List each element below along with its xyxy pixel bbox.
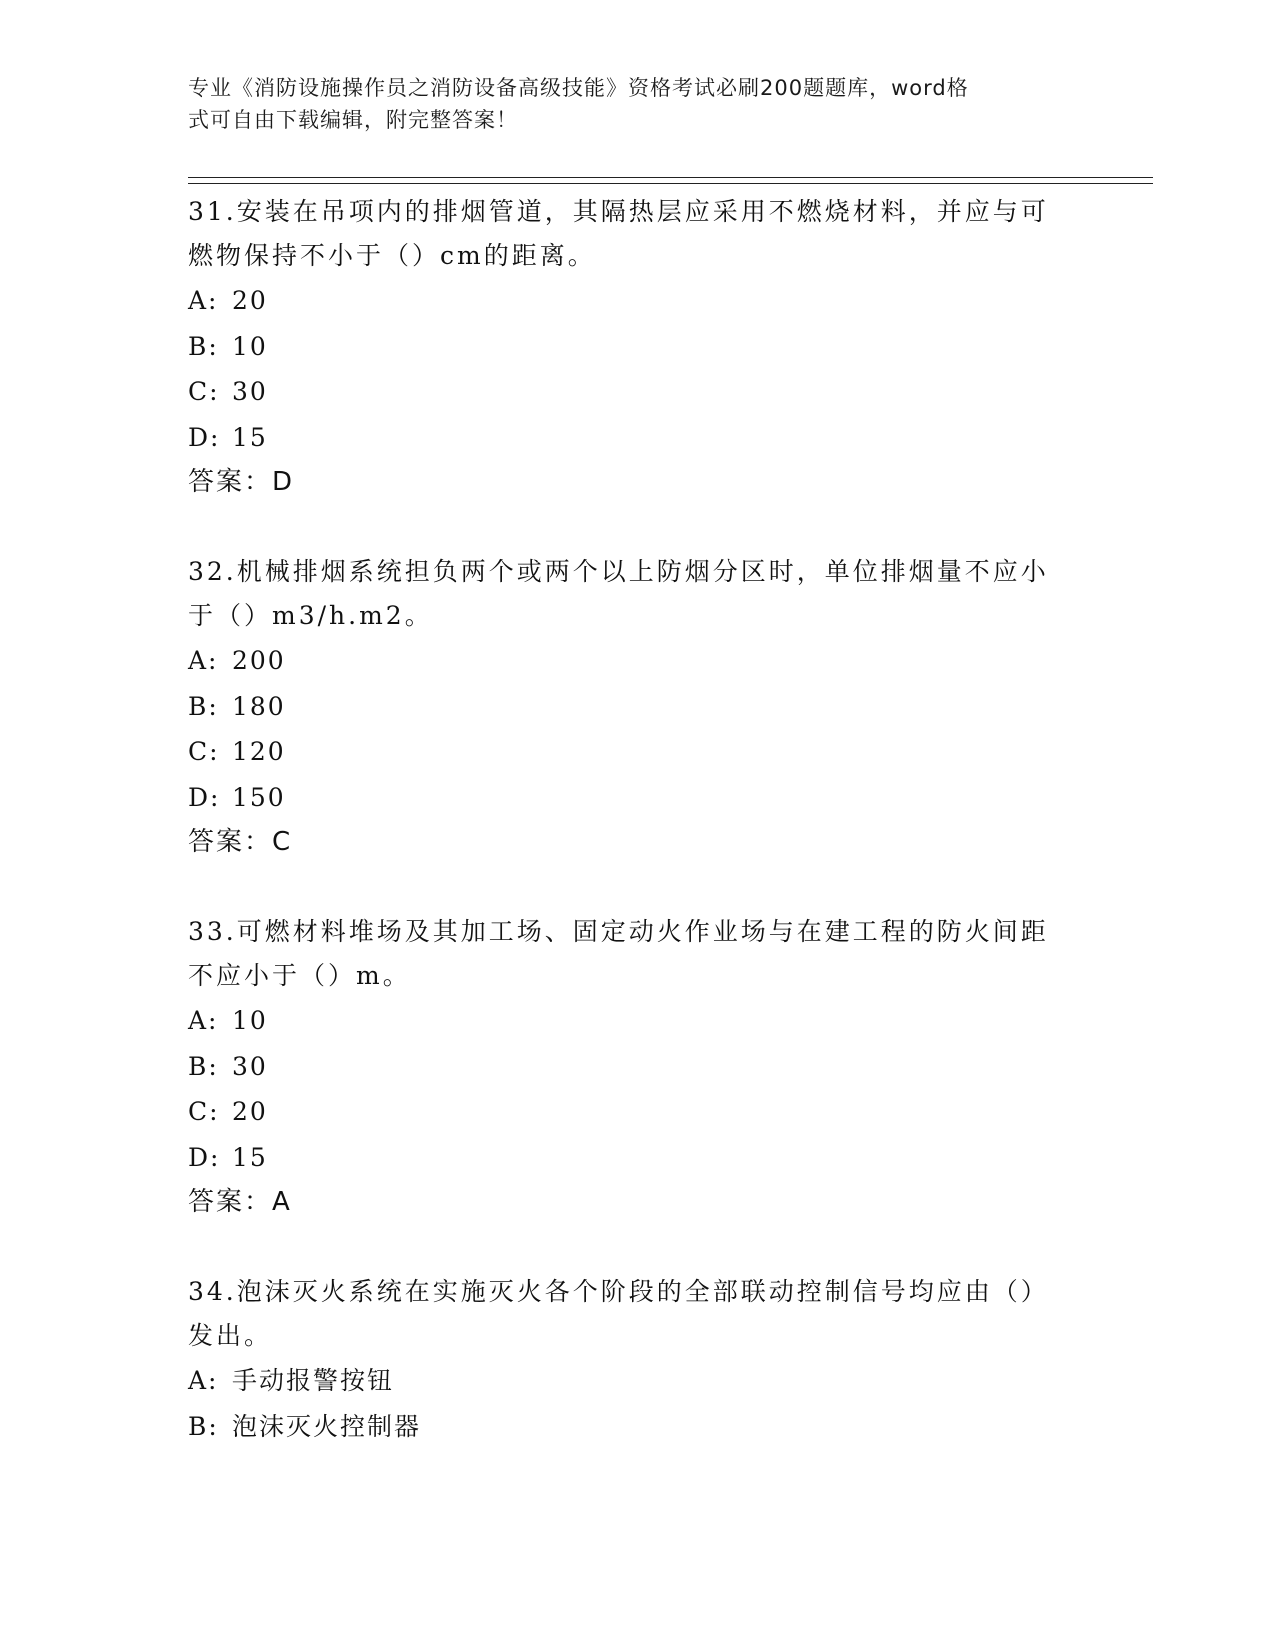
option-a: A: 手动报警按钮	[188, 1366, 395, 1395]
question-32	[188, 550, 1088, 864]
question-stem-line-1: 34.泡沫灭火系统在实施灭火各个阶段的全部联动控制信号均应由（）	[188, 1277, 1049, 1306]
option-list	[188, 1358, 1088, 1449]
option-list	[188, 278, 1088, 460]
option-list	[188, 998, 1088, 1180]
option-b: B: 30	[188, 1051, 268, 1081]
option-c: C: 30	[188, 377, 268, 406]
question-stem-line-1: 32.机械排烟系统担负两个或两个以上防烟分区时，单位排烟量不应小	[188, 557, 1049, 586]
question-stem-line-2: 燃物保持不小于（）cm的距离。	[188, 241, 596, 270]
option-a: A: 10	[188, 1006, 268, 1035]
question-stem	[188, 1270, 1068, 1358]
header-line-1: 专业《消防设施操作员之消防设备高级技能》资格考试必刷200题题库，word格	[188, 76, 969, 100]
option-b: B: 180	[188, 691, 286, 721]
question-34	[188, 1270, 1088, 1449]
question-stem-line-2: 于（）m3/h.m2。	[188, 601, 433, 630]
question-stem	[188, 550, 1068, 638]
option-b: B: 泡沫灭火控制器	[188, 1411, 422, 1441]
answer-text: 答案：D	[188, 467, 295, 497]
header-divider-bottom	[188, 183, 1153, 184]
header-divider-top	[188, 177, 1153, 178]
answer-text: 答案：C	[188, 827, 293, 857]
option-c: C: 20	[188, 1097, 268, 1126]
question-stem	[188, 190, 1068, 278]
option-b: B: 10	[188, 331, 268, 361]
question-stem-line-1: 31.安装在吊项内的排烟管道，其隔热层应采用不燃烧材料，并应与可	[188, 197, 1049, 226]
option-d: D: 15	[188, 422, 268, 452]
option-d: D: 15	[188, 1142, 268, 1172]
header-line-2: 式可自由下载编辑，附完整答案！	[188, 108, 518, 132]
question-stem	[188, 910, 1068, 998]
question-stem-line-2: 不应小于（）m。	[188, 961, 411, 990]
question-stem-line-1: 33.可燃材料堆场及其加工场、固定动火作业场与在建工程的防火间距	[188, 917, 1049, 946]
option-list	[188, 638, 1088, 820]
document-header	[188, 72, 1068, 136]
question-list	[188, 190, 1088, 1495]
answer-text: 答案：A	[188, 1187, 292, 1217]
option-a: A: 20	[188, 286, 268, 315]
option-d: D: 150	[188, 782, 286, 812]
question-stem-line-2: 发出。	[188, 1321, 273, 1350]
question-31	[188, 190, 1088, 504]
option-a: A: 200	[188, 646, 286, 675]
option-c: C: 120	[188, 737, 286, 766]
question-33	[188, 910, 1088, 1224]
